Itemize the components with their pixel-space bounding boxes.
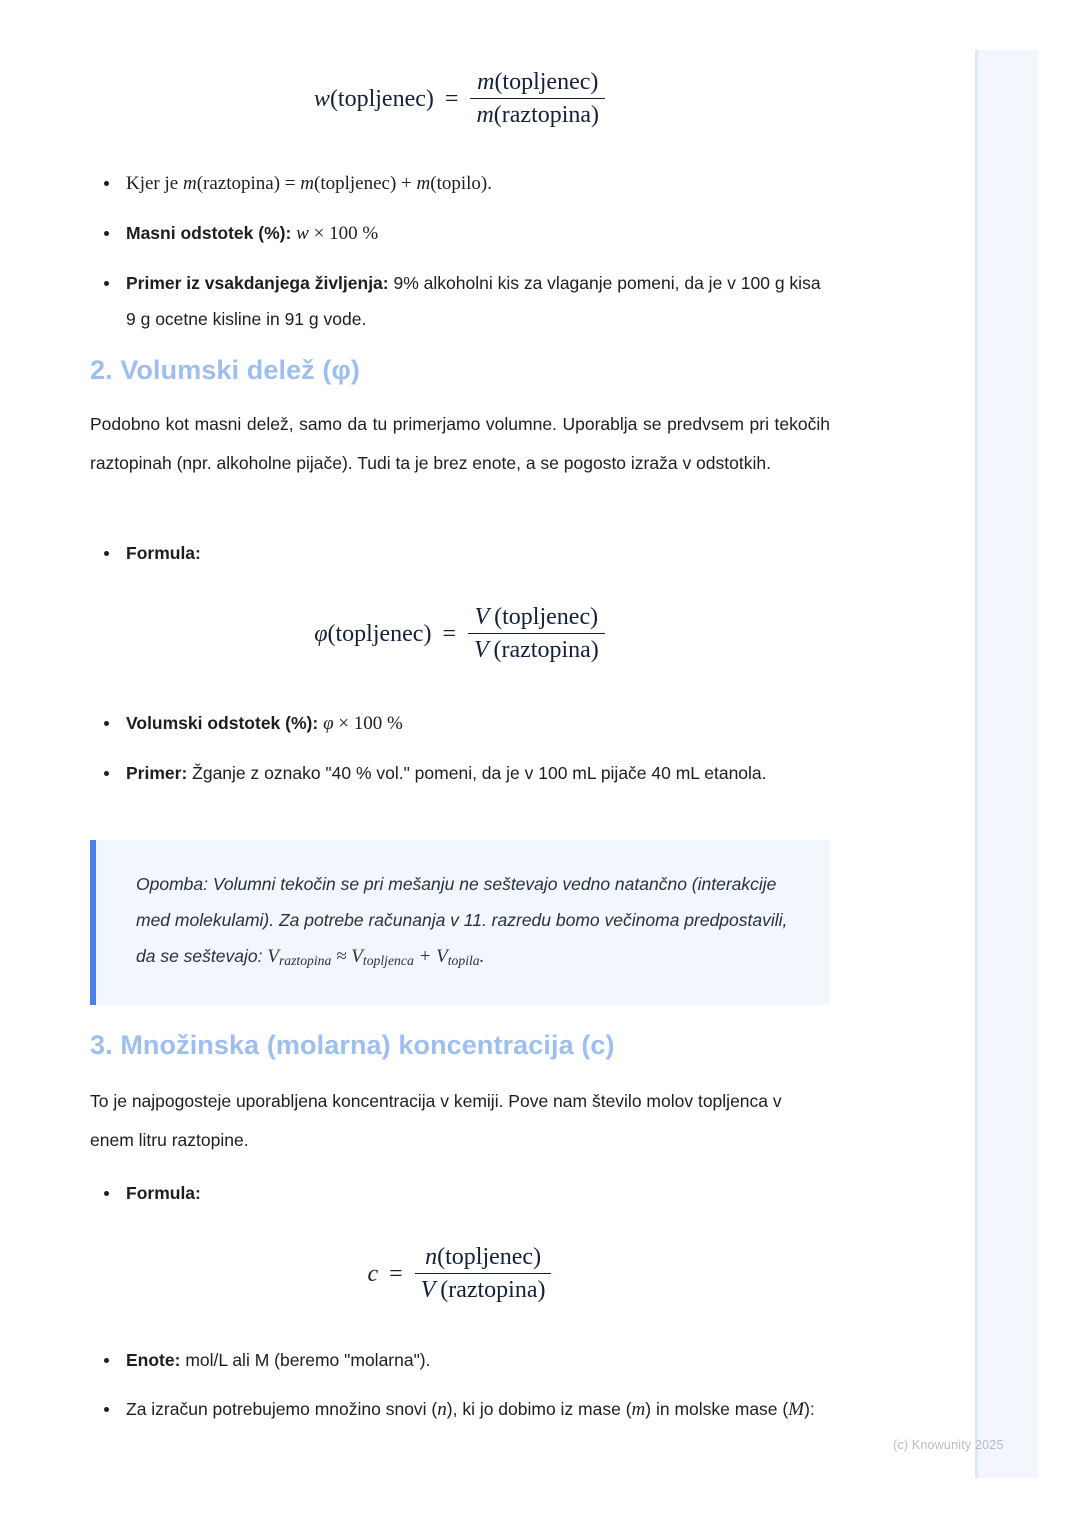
- mass-fraction-lhs-var: w: [313, 85, 330, 112]
- callout-text: [136, 866, 796, 979]
- heading-mnozinska-koncentracija: 3. Množinska (molarna) koncentracija (c): [90, 1030, 615, 1060]
- numerator-var: m: [477, 69, 495, 95]
- copyright-watermark: (c) Knowunity 2025: [893, 1438, 1004, 1452]
- callout-v2: V: [351, 946, 363, 967]
- volume-bullet-list: [90, 705, 830, 804]
- molar-denominator-var: V: [420, 1277, 436, 1304]
- kjer-je-m3: m: [416, 173, 431, 194]
- masni-odstotek-rest: × 100 %: [308, 223, 379, 244]
- molar-denominator-arg: (raztopina): [440, 1277, 546, 1304]
- bullet-primer-vsakdanje: [90, 265, 830, 337]
- mass-fraction-numerator: [471, 70, 604, 98]
- bullet-formula-label-molar: [90, 1175, 830, 1211]
- callout-v2-sub: topljenca: [362, 953, 414, 968]
- molar-formula-label-list: [90, 1175, 830, 1211]
- primer-vsakdanje-text: 9% alkoholni kis za vlaganje pomeni, da je v 100 g kisa 9 g ocetne kisline in 91 g vode.: [126, 273, 821, 329]
- bullet-za-izracun: [90, 1391, 830, 1428]
- equation-molar-concentration: [368, 1245, 553, 1303]
- mass-fraction-lhs-arg: (topljenec): [329, 85, 434, 112]
- callout-rel: ≈: [331, 946, 352, 967]
- mass-fraction-relation: =: [444, 85, 459, 112]
- molar-bullet-list: [90, 1342, 830, 1441]
- callout-prose: Opomba: Volumni tekočin se pri mešanju ne seštevajo vedno natančno (interakcije med molekulami). Za potrebe računanja v 11. razredu bomo večinoma predpostavili, da se seštevajo:: [136, 874, 788, 966]
- kjer-je-arg1: (raztopina) =: [196, 173, 301, 194]
- volume-formula-label-list: [90, 535, 830, 571]
- callout-v3-sub: topila: [447, 953, 480, 968]
- enote-text: mol/L ali M (beremo "molarna").: [180, 1350, 431, 1370]
- bullet-masni-odstotek: [90, 215, 830, 252]
- volumski-odstotek-var: φ: [323, 713, 334, 734]
- bullet-formula-label-volume: [90, 535, 830, 571]
- za-izracun-p1: Za izračun potrebujemo množino snovi (: [126, 1399, 438, 1419]
- kjer-je-m1: m: [182, 173, 197, 194]
- kjer-je-arg2: (topljenec) +: [314, 173, 417, 194]
- za-izracun-v2: m: [631, 1399, 646, 1420]
- volume-denominator-var: V: [474, 637, 489, 664]
- volume-fraction-lhs-var: φ: [314, 620, 328, 647]
- mass-fraction-fraction: [470, 70, 605, 128]
- kjer-je-text: Kjer je: [126, 173, 183, 194]
- paragraph-volumski-delez: Podobno kot masni delež, samo da tu primerjamo volumne. Uporablja se predvsem pri tekočih raztopinah (npr. alkoholne pijače). Tudi ta je brez enote, a se pogosto izraža v odstotkih.: [90, 414, 830, 473]
- molar-relation: =: [389, 1260, 403, 1287]
- callout-v1-sub: raztopina: [278, 953, 332, 968]
- primer-zganje-text: Žganje z oznako "40 % vol." pomeni, da je v 100 mL pijače 40 mL etanola.: [187, 763, 767, 783]
- bullet-kjer-je: [90, 165, 830, 202]
- za-izracun-p4: ):: [804, 1399, 815, 1419]
- volume-numerator: [469, 605, 604, 633]
- heading-volumski-delez: 2. Volumski delež (φ): [90, 355, 360, 385]
- enote-label: Enote:: [126, 1350, 181, 1370]
- denominator-var: m: [476, 102, 494, 129]
- molar-numerator-arg: (topljenec): [437, 1244, 542, 1270]
- molar-numerator-var: n: [425, 1244, 438, 1270]
- volume-numerator-arg: (topljenec): [494, 604, 599, 630]
- page-edge-strip: [975, 50, 1038, 1478]
- formula-molar-concentration: [110, 1245, 810, 1303]
- volume-fraction-lhs-arg: (topljenec): [327, 620, 432, 647]
- za-izracun-p3: ) in molske mase (: [645, 1399, 789, 1419]
- callout-period: .: [479, 946, 485, 967]
- callout-v3: V: [436, 946, 448, 967]
- formula-mass-fraction: [110, 70, 810, 128]
- masni-odstotek-var: w: [296, 223, 309, 244]
- volume-denominator-arg: (raztopina): [493, 637, 599, 664]
- mass-fraction-denominator: [470, 98, 605, 128]
- za-izracun-v1: n: [437, 1399, 447, 1420]
- equation-volume-fraction: [314, 605, 606, 663]
- bullet-enote: [90, 1342, 830, 1378]
- paragraph-mnozinska-koncentracija: To je najpogosteje uporabljena koncentracija v kemiji. Pove nam število molov topljenca v enem litru raztopine.: [90, 1091, 782, 1150]
- callout-v1: V: [267, 946, 279, 967]
- kjer-je-m2: m: [300, 173, 315, 194]
- volume-numerator-var: V: [474, 604, 490, 630]
- formula-label-molar: Formula:: [126, 1183, 201, 1203]
- mass-fraction-bullet-list: [90, 165, 830, 350]
- molar-denominator: [415, 1273, 552, 1303]
- equation-mass-fraction: [314, 70, 606, 128]
- volumski-odstotek-label: Volumski odstotek (%):: [126, 713, 319, 733]
- callout-math: [267, 946, 484, 967]
- callout-plus: +: [413, 946, 437, 967]
- bullet-volumski-odstotek: [90, 705, 830, 742]
- volume-denominator: [468, 633, 605, 663]
- formula-label-volume: Formula:: [126, 543, 201, 563]
- volume-fraction-fraction: [468, 605, 605, 663]
- masni-odstotek-label: Masni odstotek (%):: [126, 223, 292, 243]
- formula-volume-fraction: [110, 605, 810, 663]
- kjer-je-arg3: (topilo).: [430, 173, 493, 194]
- denominator-arg: (raztopina): [493, 102, 600, 129]
- primer-vsakdanje-label: Primer iz vsakdanjega življenja:: [126, 273, 389, 293]
- molar-lhs-var: c: [367, 1260, 379, 1287]
- numerator-arg: (topljenec): [494, 69, 599, 95]
- molar-fraction: [415, 1245, 552, 1303]
- callout-opomba: [90, 840, 830, 1005]
- molar-numerator: [419, 1245, 547, 1273]
- primer-zganje-label: Primer:: [126, 763, 188, 783]
- za-izracun-p2: ), ki jo dobimo iz mase (: [446, 1399, 632, 1419]
- volume-fraction-relation: =: [442, 620, 456, 647]
- bullet-primer-zganje: [90, 755, 830, 791]
- volumski-odstotek-rest: × 100 %: [333, 713, 403, 734]
- za-izracun-v3: M: [788, 1399, 805, 1420]
